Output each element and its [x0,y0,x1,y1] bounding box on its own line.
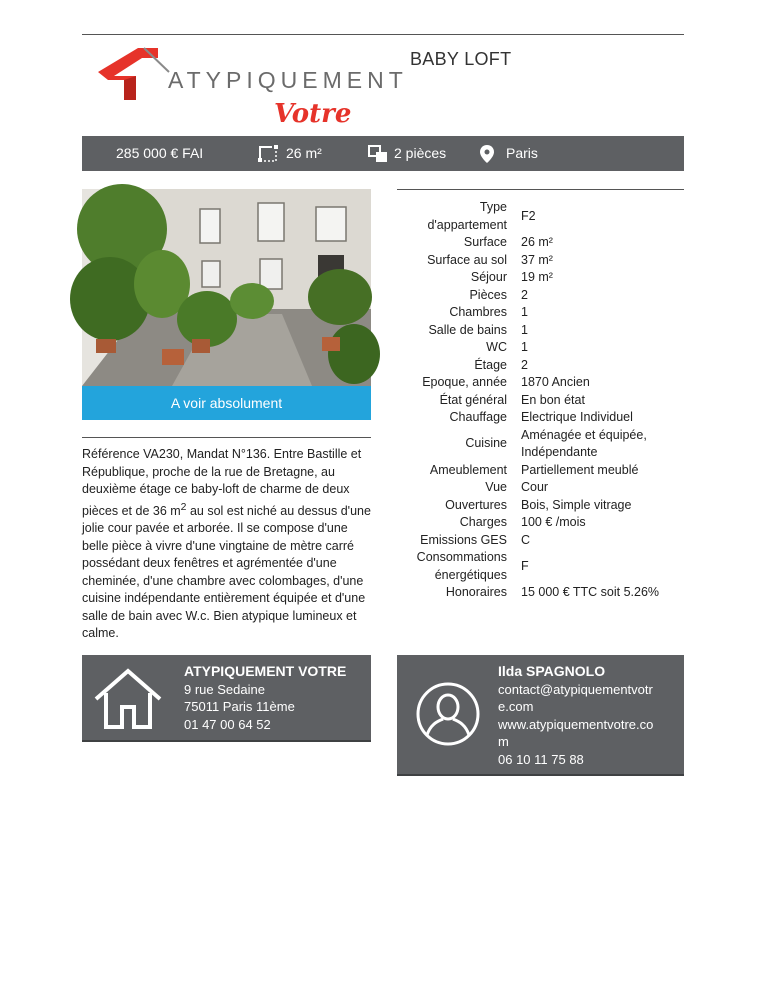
summary-bar [82,136,684,171]
agency-card [82,655,371,742]
spec-label: Cuisine [465,436,507,451]
spec-label: WC [486,340,507,354]
spec-value: Bois, Simple vitrage [521,497,632,512]
agent-website-line1[interactable]: www.atypiquementvotre.co [498,716,654,732]
spec-row [397,427,684,462]
agency-phone[interactable]: 01 47 00 64 52 [184,716,271,732]
spec-label: Vue [485,480,507,494]
spec-row [397,409,684,427]
spec-row [397,287,684,305]
spec-value: Electrique Individuel [521,410,633,424]
spec-row [397,322,684,340]
agent-phone[interactable]: 06 10 11 75 88 [498,751,584,767]
description-text-end: au sol est niché au dessus d'une jolie cour pavée et arborée. Il se compose d'une belle pièce à vivre d'une vingtaine de mètre carré possédant deux fenêtres et agrémentée d'une cheminée, d'une chambre avec colombages, d'une cuisine indépendante entièrement équipée et d'une salle de bain avec W.c. Bien atypique lumineux et calme. [82,503,371,641]
highlight-badge: A voir absolument [82,386,371,420]
spec-label: Charges [459,515,507,529]
logo-wordmark: ATYPIQUEMENT [168,67,408,93]
spec-row [397,514,684,532]
spec-label: Honoraires [445,585,507,599]
spec-value: Aménagée et équipée, Indépendante [521,427,647,459]
spec-value: Cour [521,480,549,494]
description-text-start: Référence VA230, Mandat N°136. Entre Bastille et République, proche de la rue de Bretagne, au deuxième étage ce baby-loft de charme de deux pièces et de 36 m [82,447,362,518]
spec-value: 15 000 € TTC soit 5.26% [521,585,660,599]
spec-value: 19 m² [521,270,553,284]
spec-row [397,357,684,375]
spec-label: Surface [463,235,507,249]
area-summary [258,136,322,171]
specs-table [397,199,684,602]
rooms-summary [368,136,446,171]
spec-label: Surface au sol [427,252,507,267]
spec-label: Salle de bains [428,322,507,337]
logo-script: Votre [274,99,352,129]
agent-email-line2[interactable]: e.com [498,699,534,714]
page-title: BABY LOFT [410,49,512,69]
spec-row [397,234,684,252]
rooms-value: 2 pièces [394,145,447,161]
area-icon [258,145,278,163]
spec-label: Étage [474,357,507,372]
spec-label: Epoque, année [422,375,507,389]
spec-row [397,199,684,234]
spec-row [397,584,684,602]
spec-value: 100 € /mois [521,515,586,529]
area-value: 26 m² [286,145,322,161]
city-value: Paris [506,145,538,161]
spec-value: 1870 Ancien [521,375,590,389]
spec-label: Séjour [470,270,507,284]
spec-value: 2 [521,357,528,372]
price: 285 000 € FAI [116,145,204,161]
property-photo [82,189,371,386]
user-avatar-icon [415,681,481,752]
agent-website-line2[interactable]: m [498,734,509,749]
spec-value: 1 [521,340,528,354]
description-divider [82,437,371,438]
description-superscript: 2 [180,501,187,513]
spec-row [397,497,684,515]
spec-value: 2 [521,287,528,302]
spec-value: 37 m² [521,252,553,267]
specs-divider [397,189,684,190]
spec-value: F [521,558,529,573]
spec-label: État général [439,392,507,407]
spec-value: 1 [521,322,528,337]
house-icon [94,667,162,736]
property-description [82,446,371,643]
spec-label: Ameublement [429,462,507,477]
spec-row [397,374,684,392]
rooms-icon [368,145,388,163]
spec-row [397,392,684,410]
spec-row [397,252,684,270]
spec-value: C [521,532,531,547]
agency-name: ATYPIQUEMENT VOTRE [184,663,347,679]
spec-label: Pièces [469,287,507,302]
spec-row [397,479,684,497]
spec-row [397,549,684,584]
spec-label: Consommations énergétiques [416,550,507,582]
top-divider [82,34,684,35]
agent-card-border [397,774,684,776]
agent-email-line1[interactable]: contact@atypiquementvotr [498,681,653,697]
agency-city: 75011 Paris 11ème [184,699,295,714]
agency-street: 9 rue Sedaine [184,681,265,697]
spec-value: 1 [521,305,528,319]
agent-card [397,655,684,776]
spec-label: Type d'appartement [427,200,507,232]
spec-label: Chambres [449,305,507,319]
brand-logo [94,44,408,129]
spec-row [397,269,684,287]
spec-row [397,532,684,550]
spec-row [397,304,684,322]
spec-label: Emissions GES [420,532,507,547]
spec-row [397,339,684,357]
spec-value: 26 m² [521,235,553,249]
agency-card-border [82,740,371,742]
spec-value: F2 [521,208,536,223]
spec-value: En bon état [521,392,585,407]
spec-label: Chauffage [449,410,507,424]
spec-row [397,462,684,480]
spec-label: Ouvertures [445,497,507,512]
agent-name: Ilda SPAGNOLO [498,663,606,679]
spec-value: Partiellement meublé [521,462,639,477]
city-summary [480,136,538,171]
location-pin-icon [480,145,494,163]
